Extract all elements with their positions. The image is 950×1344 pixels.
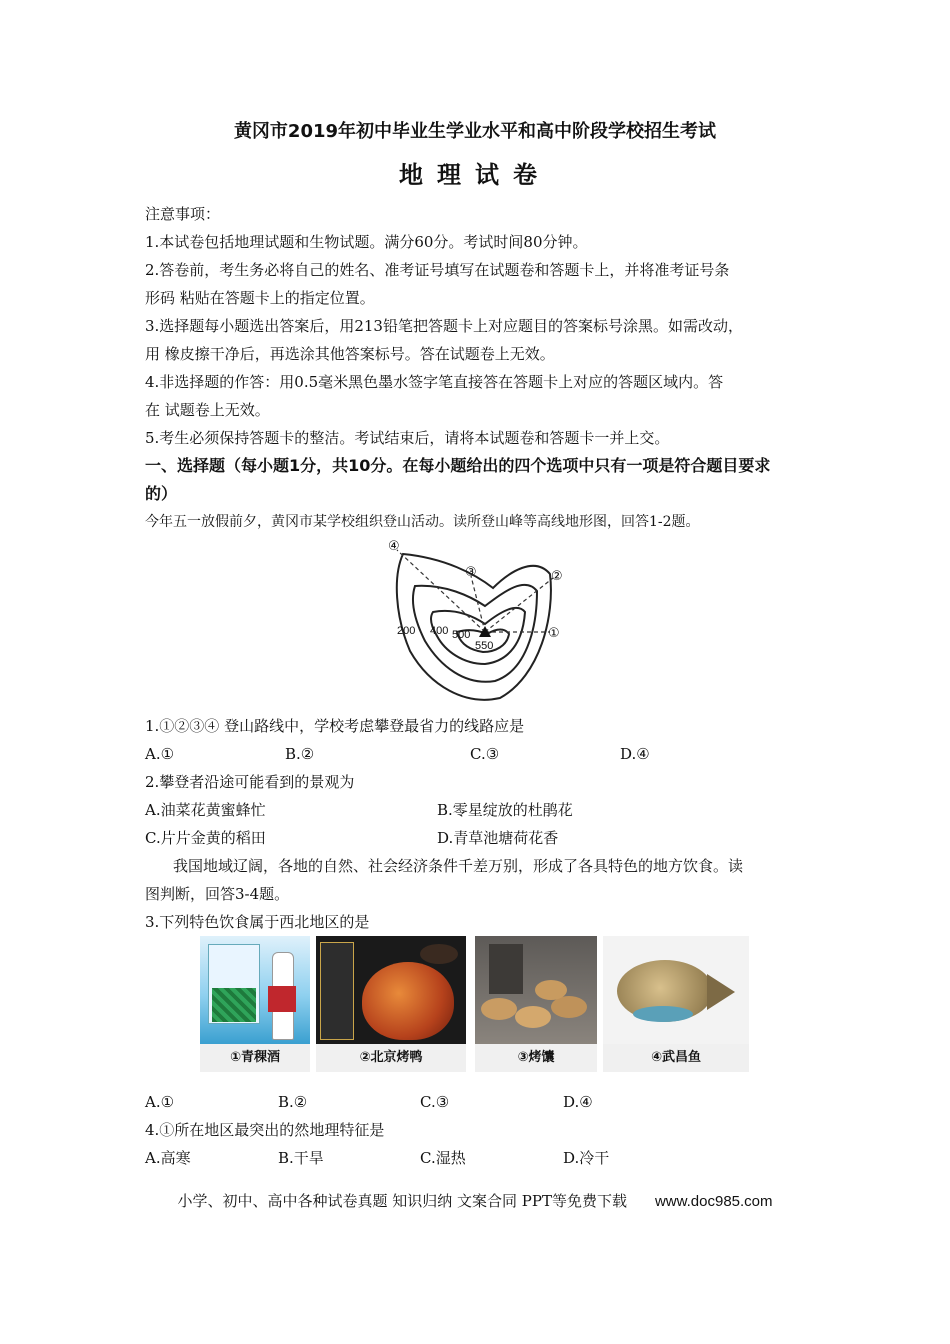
section-heading-line-2: 的）	[145, 484, 178, 503]
page-footer	[0, 1190, 950, 1211]
section-intro: 今年五一放假前夕，黄冈市某学校组织登山活动。读所登山峰等高线地形图，回答1-2题。	[145, 514, 700, 530]
q2-option-c: C.片片金黄的稻田	[145, 829, 266, 847]
food-caption-4: ④武昌鱼	[603, 1044, 749, 1072]
food-image-qingke-liquor	[200, 936, 310, 1072]
exam-subtitle: 地理试卷	[399, 161, 551, 189]
route-marker-4: ④	[388, 539, 400, 554]
contour-label-500: 500	[452, 629, 471, 641]
food-caption-3: ③烤馕	[475, 1044, 597, 1072]
q4-stem: 4.①所在地区最突出的然地理特征是	[145, 1121, 385, 1139]
notice-line-7: 在 试题卷上无效。	[145, 401, 270, 419]
q4-option-d: D.冷干	[563, 1149, 610, 1167]
q2-option-d: D.青草池塘荷花香	[437, 829, 559, 847]
notice-line-4: 3.选择题每小题选出答案后，用213铅笔把答题卡上对应题目的答案标号涂黑。如需改动，	[145, 317, 743, 335]
notice-line-2: 2.答卷前，考生务必将自己的姓名、准考证号填写在试题卷和答题卡上，并将准考证号条	[145, 261, 730, 279]
q4-option-a: A.高寒	[145, 1149, 191, 1167]
q2-option-a: A.油菜花黄蜜蜂忙	[145, 801, 266, 819]
food-caption-1: ①青稞酒	[200, 1044, 310, 1072]
food-image-beijing-duck	[316, 936, 466, 1072]
contour-label-400: 400	[430, 625, 449, 637]
section-heading-line-1: 一、选择题（每小题1分，共10分。在每小题给出的四个选项中只有一项是符合题目要求	[145, 456, 771, 475]
notice-line-6: 4.非选择题的作答：用0.5毫米黑色墨水签字笔直接答在答题卡上对应的答题区域内。答	[145, 373, 724, 391]
notice-line-3: 形码 粘贴在答题卡上的指定位置。	[145, 289, 375, 307]
exam-title: 黄冈市2019年初中毕业生学业水平和高中阶段学校招生考试	[233, 121, 717, 142]
q1-option-b: B.②	[285, 745, 315, 763]
notice-line-8: 5.考生必须保持答题卡的整洁。考试结束后，请将本试题卷和答题卡一并上交。	[145, 429, 670, 447]
notice-heading: 注意事项：	[145, 205, 221, 223]
q2-option-b: B.零星绽放的杜鹃花	[437, 801, 573, 819]
notice-line-1: 1.本试卷包括地理试题和生物试题。满分60分。考试时间80分钟。	[145, 233, 588, 251]
q3-option-b: B.②	[278, 1093, 308, 1111]
route-marker-1: ①	[548, 626, 560, 641]
contour-map-figure	[385, 536, 575, 706]
footer-url[interactable]: www.doc985.com	[654, 1193, 773, 1210]
route-marker-3: ③	[465, 565, 477, 580]
q1-option-d: D.④	[620, 745, 650, 763]
q3-option-a: A.①	[145, 1093, 175, 1111]
contour-label-200: 200	[397, 625, 416, 637]
notice-line-5: 用 橡皮擦干净后，再选涂其他答案标号。答在试题卷上无效。	[145, 345, 555, 363]
q4-option-b: B.干旱	[278, 1149, 324, 1167]
footer-text: 小学、初中、高中各种试卷真题 知识归纳 文案合同 PPT等免费下载	[177, 1192, 627, 1210]
q2-stem: 2.攀登者沿途可能看到的景观为	[145, 773, 355, 791]
food-image-wuchang-fish	[603, 936, 749, 1072]
contour-label-550: 550	[475, 640, 494, 652]
food-caption-2: ②北京烤鸭	[316, 1044, 466, 1072]
q1-stem: 1.①②③④ 登山路线中，学校考虑攀登最省力的线路应是	[145, 717, 525, 735]
q4-option-c: C.湿热	[420, 1149, 466, 1167]
intro-3-4-line-1: 我国地域辽阔，各地的自然、社会经济条件千差万别，形成了各具特色的地方饮食。读	[173, 857, 744, 875]
q1-option-c: C.③	[470, 745, 500, 763]
route-marker-2: ②	[551, 569, 563, 584]
intro-3-4-line-2: 图判断，回答3-4题。	[145, 885, 290, 903]
food-image-naan	[475, 936, 597, 1072]
q1-option-a: A.①	[145, 745, 175, 763]
q3-option-c: C.③	[420, 1093, 450, 1111]
q3-option-d: D.④	[563, 1093, 593, 1111]
q3-stem: 3.下列特色饮食属于西北地区的是	[145, 913, 370, 931]
